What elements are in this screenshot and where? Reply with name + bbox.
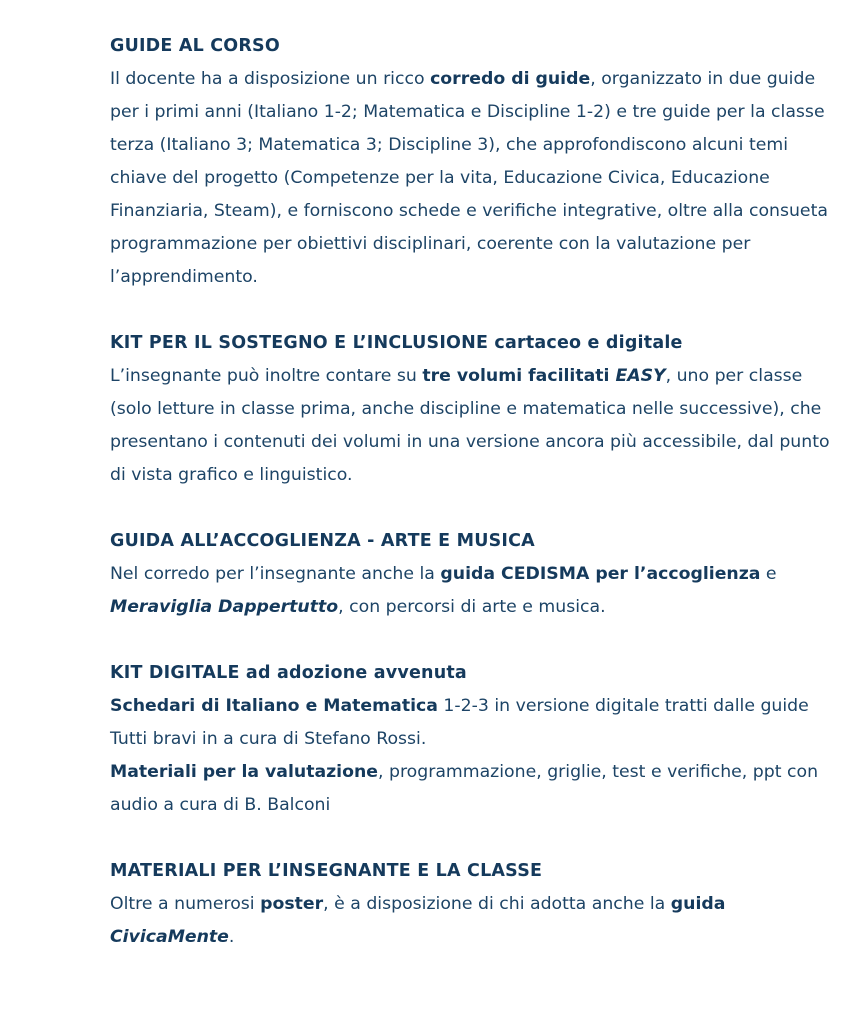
text-run: Nel corredo per l’insegnante anche la — [110, 564, 441, 584]
bold-text: poster — [260, 894, 324, 914]
bold-text: Schedari di Italiano e Matematica — [110, 696, 438, 716]
section-paragraph — [110, 360, 840, 492]
text-run: e — [760, 564, 777, 584]
section-kit-digitale — [110, 657, 840, 822]
section-paragraph — [110, 690, 840, 756]
section-paragraph — [110, 888, 840, 954]
text-run: Oltre a numerosi — [110, 894, 261, 914]
text-run: Il docente ha a disposizione un ricco — [110, 69, 431, 89]
section-materiali-insegnante — [110, 855, 840, 954]
text-run: 1-2-3 in versione digitale tratti dalle guide Tutti bravi in a cura di Stefano Rossi. — [110, 696, 809, 749]
bold-italic-text: EASY — [615, 366, 666, 386]
bold-italic-text: Meraviglia Dappertutto — [110, 597, 339, 617]
section-kit-sostegno — [110, 327, 840, 492]
section-guide-al-corso — [110, 30, 840, 294]
text-run: L’insegnante può inoltre contare su — [110, 366, 423, 386]
bold-italic-text: CivicaMente — [110, 927, 229, 947]
bold-text: Materiali per la valutazione — [110, 762, 378, 782]
section-heading: GUIDE AL CORSO — [110, 36, 280, 56]
document-body — [110, 30, 840, 987]
text-run: , con percorsi di arte e musica. — [338, 597, 606, 617]
text-run: . — [228, 927, 235, 947]
section-heading: GUIDA ALL’ACCOGLIENZA - ARTE E MUSICA — [110, 531, 535, 551]
section-heading: MATERIALI PER L’INSEGNANTE E LA CLASSE — [110, 861, 543, 881]
text-run: , organizzato in due guide per i primi anni (Italiano 1-2; Matematica e Discipline 1-2) e tre guide per la classe terza (Italiano 3; Matematica 3; Discipline 3), che approfondiscono alcuni temi chiave del progetto (Competenze per la vita, Educazione Civica, Educazione Finanziaria, Steam), e forniscono schede e verifiche integrative, oltre alla consueta programmazione per obiettivi disciplinari, coerente con la valutazione per l’apprendimento. — [110, 69, 828, 287]
section-paragraph — [110, 756, 840, 822]
bold-text: tre volumi facilitati — [422, 366, 616, 386]
text-run: , uno per classe (solo letture in classe prima, anche discipline e matematica nelle successive), che presentano i contenuti dei volumi in una versione ancora più accessibile, dal punto di vista grafico e linguistico. — [110, 366, 830, 485]
section-heading: KIT PER IL SOSTEGNO E L’INCLUSIONE cartaceo e digitale — [110, 333, 683, 353]
section-paragraph — [110, 63, 840, 294]
section-paragraph — [110, 558, 840, 624]
text-run: , è a disposizione di chi adotta anche la — [323, 894, 671, 914]
section-guida-accoglienza — [110, 525, 840, 624]
section-heading: KIT DIGITALE ad adozione avvenuta — [110, 663, 467, 683]
text-run: , programmazione, griglie, test e verifiche, ppt con audio a cura di B. Balconi — [110, 762, 819, 815]
bold-text: corredo di guide — [430, 69, 591, 89]
bold-text: guida — [670, 894, 726, 914]
bold-text: guida CEDISMA per l’accoglienza — [440, 564, 761, 584]
